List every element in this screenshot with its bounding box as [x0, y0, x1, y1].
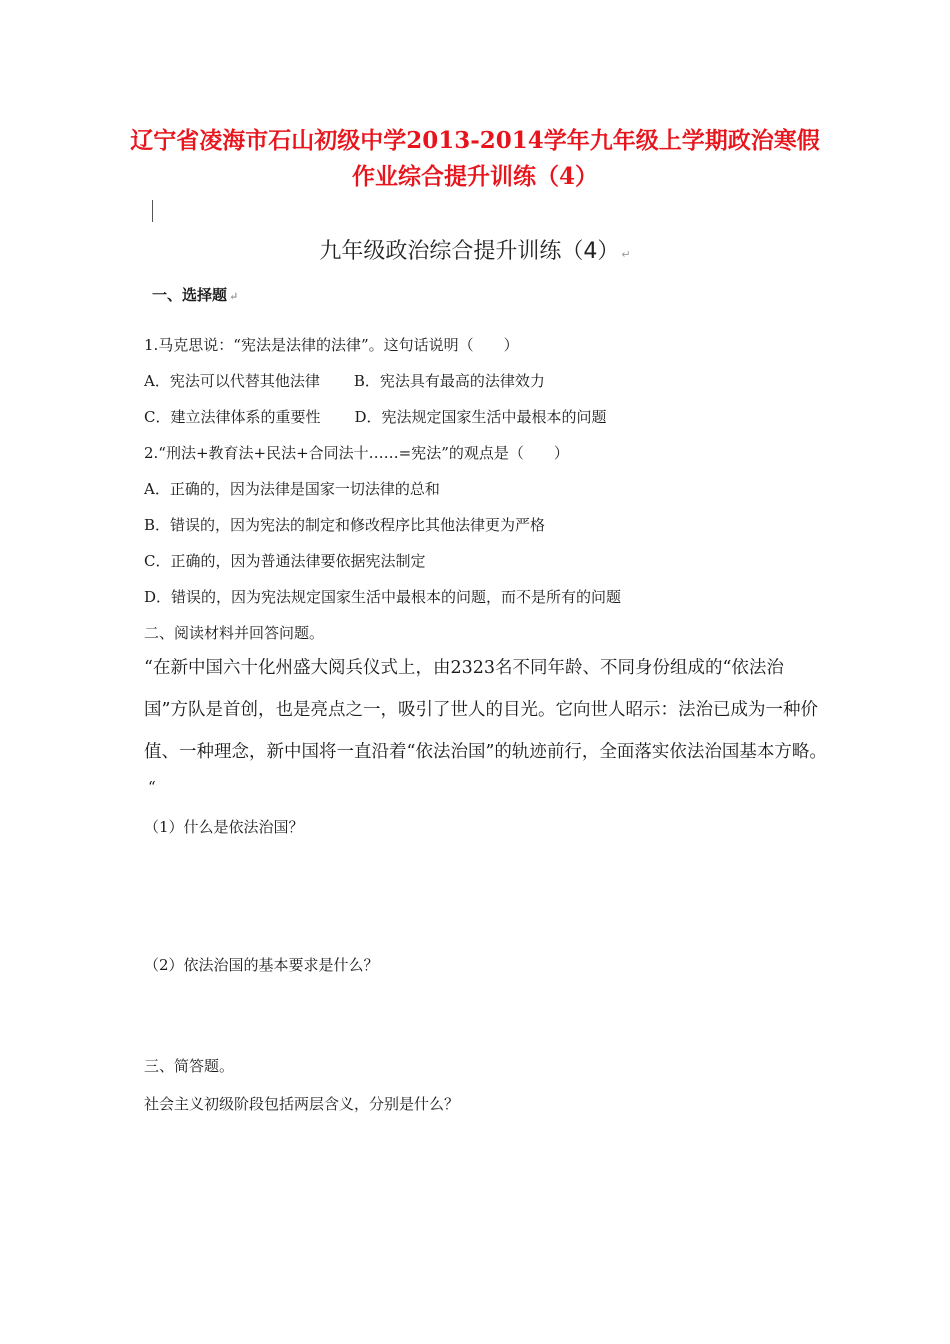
short-answer-question: 社会主义初级阶段包括两层含义，分别是什么？ — [144, 1095, 460, 1113]
reading-section-heading: 二、阅读材料并回答问题。 — [144, 624, 325, 642]
question-2-option-a: A．正确的，因为法律是国家一切法律的总和 — [144, 480, 440, 498]
paragraph-mark-icon: ↵ — [621, 248, 631, 261]
worksheet-subtitle-text: 九年级政治综合提升训练（4） — [319, 239, 620, 264]
question-2-option-d: D．错误的，因为宪法规定国家生活中最根本的问题，而不是所有的问题 — [144, 588, 622, 606]
question-2-option-c: C．正确的，因为普通法律要依据宪法制定 — [144, 552, 426, 570]
worksheet-subtitle — [0, 234, 950, 265]
question-1-option-a: A．宪法可以代替其他法律 — [144, 372, 320, 390]
reading-question-1: （1）什么是依法治国？ — [144, 818, 304, 836]
question-1-stem: 1.马克思说：“宪法是法律的法律”。这句话说明（ ） — [144, 336, 519, 354]
question-2-option-b: B．错误的，因为宪法的制定和修改程序比其他法律更为严格 — [144, 516, 546, 534]
choice-section-heading-text: 一、选择题 — [152, 286, 228, 304]
short-answer-heading: 三、简答题。 — [144, 1057, 235, 1075]
question-1-options-cd — [144, 406, 607, 427]
question-1-option-d: D．宪法规定国家生活中最根本的问题 — [354, 408, 607, 426]
reading-question-2: （2）依法治国的基本要求是什么？ — [144, 956, 379, 974]
document-title-line-1: 辽宁省凌海市石山初级中学2013-2014学年九年级上学期政治寒假 — [130, 127, 820, 154]
question-1-option-c: C．建立法律体系的重要性 — [144, 408, 321, 426]
reading-material-line-3: 值、一种理念，新中国将一直沿着“依法治国”的轨迹前行，全面落实依法治国基本方略。 — [144, 742, 827, 762]
question-2-stem: 2.“刑法+教育法+民法+合同法十……=宪法”的观点是（ ） — [144, 444, 569, 462]
choice-section-heading — [152, 284, 238, 305]
document-title-line-2: 作业综合提升训练（4） — [351, 163, 598, 190]
paragraph-mark-icon: ↵ — [229, 290, 239, 303]
reading-material-line-2: 国”方队是首创，也是亮点之一，吸引了世人的目光。它向世人昭示：法治已成为一种价 — [144, 700, 818, 720]
reading-material-line-4: “ — [148, 778, 156, 796]
question-1-option-b: B．宪法具有最高的法律效力 — [353, 372, 545, 390]
question-1-options-ab — [144, 370, 545, 391]
reading-material-line-1: “在新中国六十化州盛大阅兵仪式上，由2323名不同年龄、不同身份组成的“依法治 — [144, 658, 784, 678]
text-cursor-mark — [152, 200, 153, 222]
